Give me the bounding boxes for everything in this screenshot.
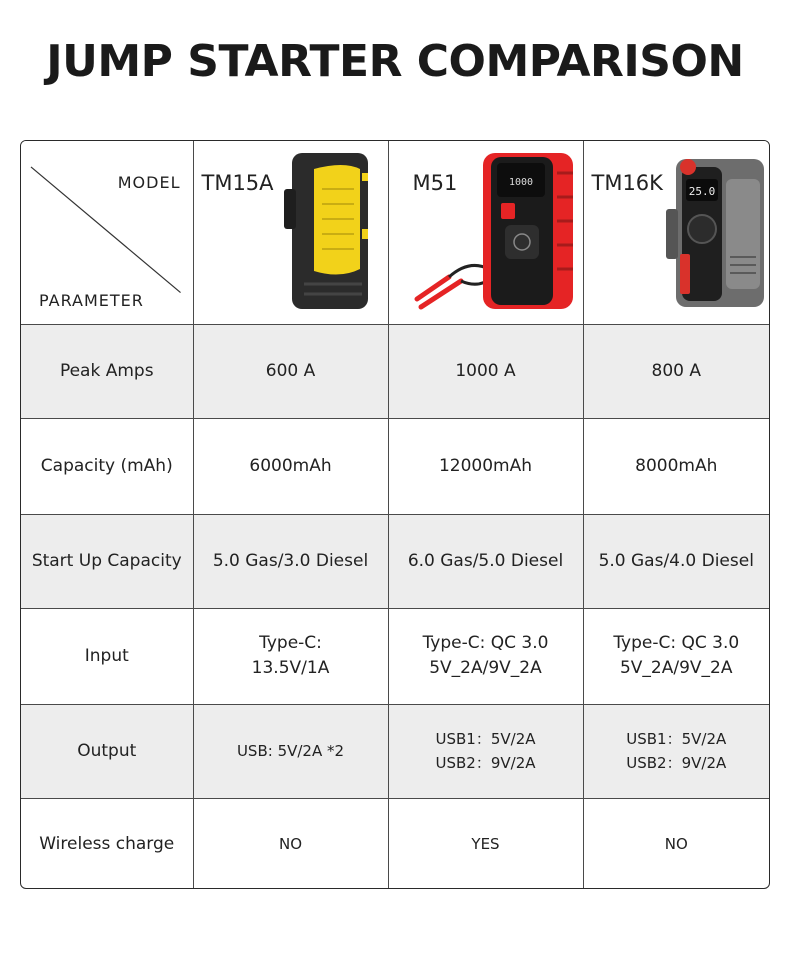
value-line: USB1：5V/2A — [626, 730, 727, 748]
m51-display-value: 1000 — [508, 177, 533, 188]
row-label: Start Up Capacity — [21, 514, 193, 608]
model-name: TM16K — [591, 171, 663, 195]
row-label: Peak Amps — [21, 324, 193, 418]
value-cell — [193, 608, 388, 704]
value-cell — [583, 704, 769, 798]
row-label: Wireless charge — [21, 798, 193, 889]
m51-product-image — [409, 149, 579, 314]
model-name: M51 — [412, 171, 458, 195]
value-cell: 600 A — [193, 324, 388, 418]
row-label: Input — [21, 608, 193, 704]
table-row — [21, 324, 769, 418]
model-label: MODEL — [117, 173, 181, 192]
model-cell-tm16k — [583, 141, 769, 324]
header-corner-cell — [21, 141, 193, 324]
value-line: USB2：9V/2A — [626, 754, 727, 772]
tm15a-product-image — [284, 149, 374, 314]
parameter-label: PARAMETER — [39, 290, 144, 310]
value-cell — [388, 608, 583, 704]
value-line: 5V_2A/9V_2A — [619, 658, 733, 678]
tm16k-display-value: 25.0 — [688, 185, 715, 198]
value-cell: 8000mAh — [583, 418, 769, 514]
page-title: JUMP STARTER COMPARISON — [46, 36, 744, 87]
value-cell: 1000 A — [388, 324, 583, 418]
value-line: 13.5V/1A — [251, 658, 330, 678]
value-cell: 800 A — [583, 324, 769, 418]
row-label: Capacity (mAh) — [21, 418, 193, 514]
value-cell: 5.0 Gas/3.0 Diesel — [193, 514, 388, 608]
comparison-table — [20, 140, 770, 889]
tm16k-product-image — [666, 149, 768, 314]
table-row — [21, 418, 769, 514]
table-row — [21, 704, 769, 798]
value-line: USB: 5V/2A *2 — [236, 742, 345, 760]
value-cell: NO — [193, 798, 388, 889]
value-cell — [388, 704, 583, 798]
model-cell-m51 — [388, 141, 583, 324]
value-line: USB2：9V/2A — [435, 754, 536, 772]
table-row — [21, 608, 769, 704]
value-cell: 6.0 Gas/5.0 Diesel — [388, 514, 583, 608]
value-cell: 12000mAh — [388, 418, 583, 514]
value-line: Type-C: — [259, 633, 322, 653]
model-cell-tm15a — [193, 141, 388, 324]
value-cell — [193, 704, 388, 798]
header-row — [21, 141, 769, 324]
value-line: 5V_2A/9V_2A — [429, 658, 542, 678]
value-line: Type-C: QC 3.0 — [422, 633, 549, 653]
table-row — [21, 514, 769, 608]
value-cell — [583, 608, 769, 704]
table-row — [21, 798, 769, 889]
model-name: TM15A — [201, 171, 274, 195]
row-label: Output — [21, 704, 193, 798]
value-cell: 5.0 Gas/4.0 Diesel — [583, 514, 769, 608]
value-line: USB1：5V/2A — [435, 730, 536, 748]
value-line: Type-C: QC 3.0 — [613, 633, 740, 653]
value-cell: YES — [388, 798, 583, 889]
value-cell: 6000mAh — [193, 418, 388, 514]
value-cell: NO — [583, 798, 769, 889]
